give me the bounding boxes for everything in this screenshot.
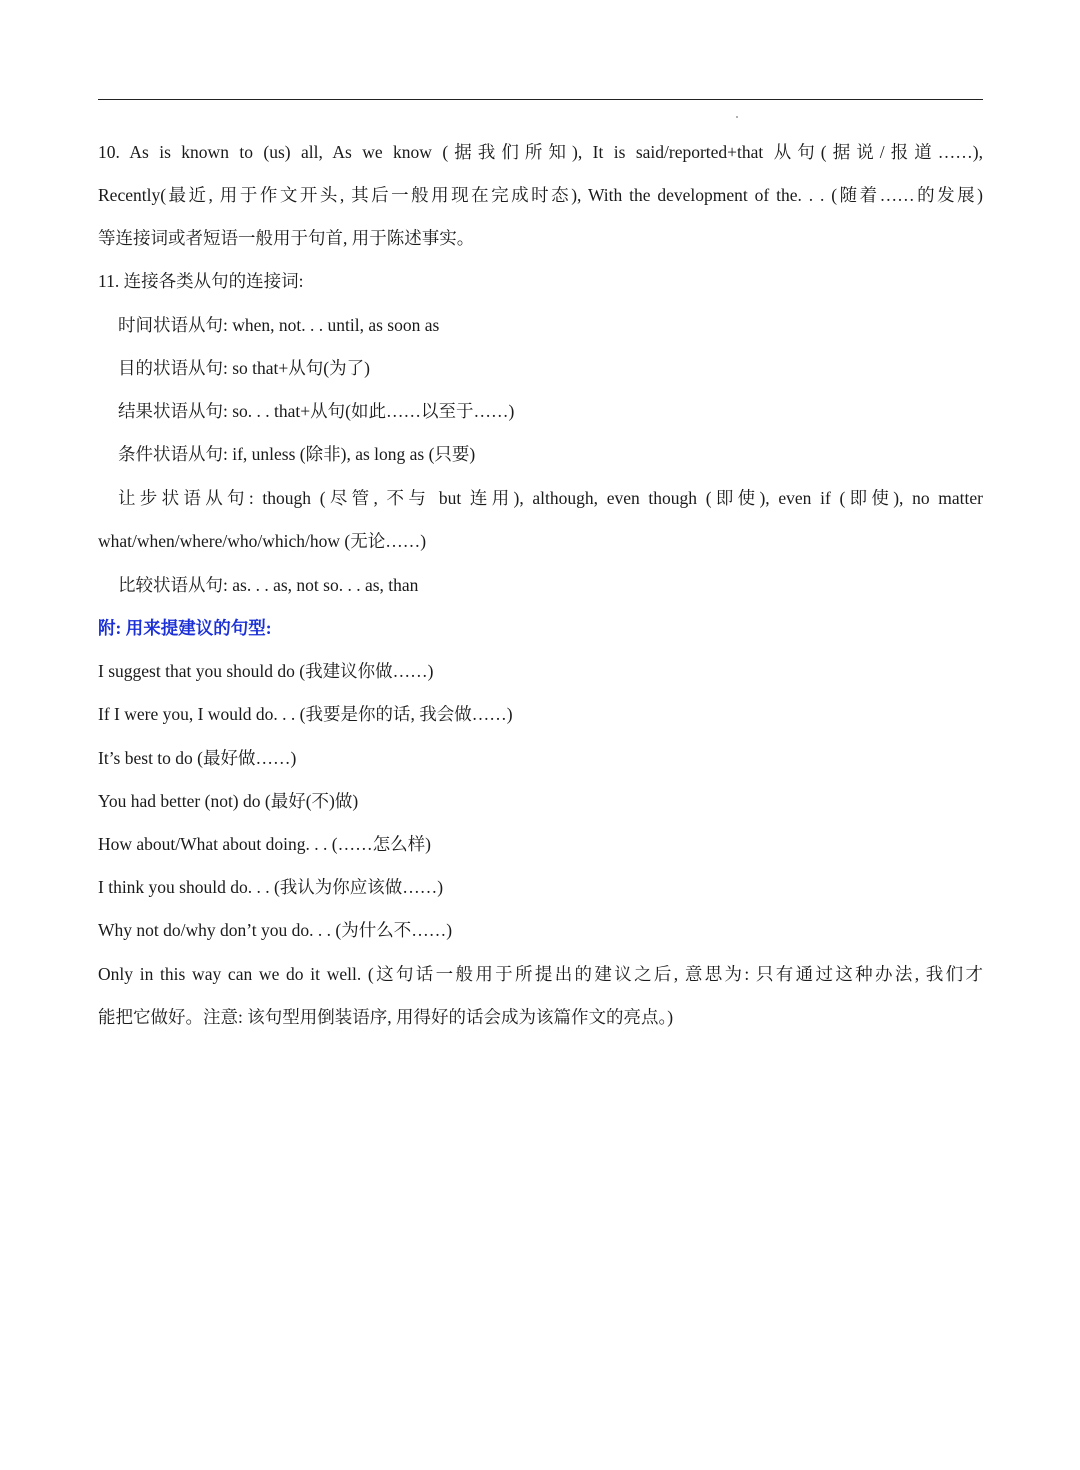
header-rule: [98, 99, 983, 100]
clause-result: 结果状语从句: so. . . that+从句(如此……以至于……): [118, 401, 515, 421]
suggestion-6: I think you should do. . . (我认为你应该做……): [98, 877, 444, 897]
appendix-heading: 附: 用来提建议的句型:: [98, 618, 272, 638]
clause-purpose: 目的状语从句: so that+从句(为了): [118, 358, 370, 378]
clause-concession-line2: what/when/where/who/which/how (无论……): [98, 531, 427, 551]
suggestion-4: You had better (not) do (最好(不)做): [98, 791, 359, 811]
clause-concession-line1: 让步状语从句: though (尽管, 不与 but 连用), although, even though (即使), even if (即使), no matter: [118, 488, 983, 508]
suggestion-5: How about/What about doing. . . (……怎么样): [98, 834, 431, 854]
suggestion-2: If I were you, I would do. . . (我要是你的话, 我会做……): [98, 704, 513, 724]
suggestion-7: Why not do/why don’t you do. . . (为什么不……): [98, 920, 453, 940]
clause-comparison: 比较状语从句: as. . . as, not so. . . as, than: [118, 575, 419, 595]
suggestion-8-line1: Only in this way can we do it well. (这句话一般用于所提出的建议之后, 意思为: 只有通过这种办法, 我们才: [98, 964, 983, 984]
clause-time: 时间状语从句: when, not. . . until, as soon as: [118, 315, 440, 335]
item11-title: 11. 连接各类从句的连接词:: [98, 271, 304, 291]
scan-speck: [736, 116, 738, 118]
item10-line3: 等连接词或者短语一般用于句首, 用于陈述事实。: [98, 228, 475, 248]
suggestion-3: It’s best to do (最好做……): [98, 748, 297, 768]
suggestion-8-line2: 能把它做好。注意: 该句型用倒装语序, 用得好的话会成为该篇作文的亮点。): [98, 1007, 674, 1027]
item10-line2: Recently(最近, 用于作文开头, 其后一般用现在完成时态), With the development of the. . . (随着……的发展): [98, 185, 983, 205]
suggestion-1: I suggest that you should do (我建议你做……): [98, 661, 434, 681]
item10-line1: 10. As is known to (us) all, As we know (据我们所知), It is said/reported+that 从句(据说/报道……),: [98, 142, 983, 162]
clause-condition: 条件状语从句: if, unless (除非), as long as (只要): [118, 444, 476, 464]
